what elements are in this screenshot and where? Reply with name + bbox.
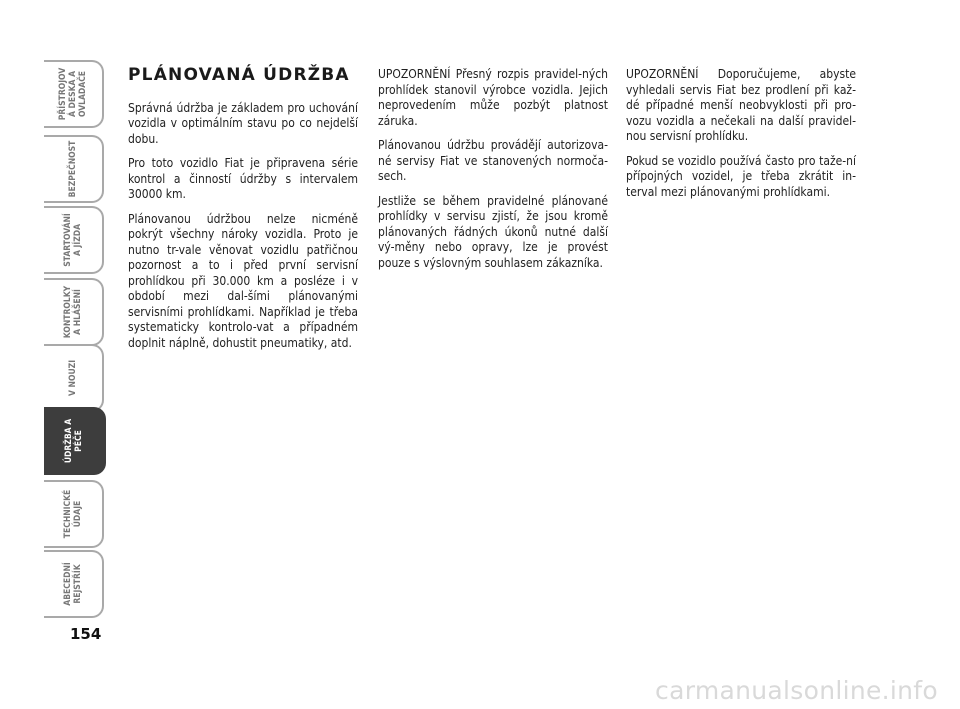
column-1	[128, 67, 358, 360]
tab-label: ABECEDNÍ REJSTŘÍK	[63, 562, 83, 606]
tab-v-nouzi[interactable]	[44, 344, 104, 412]
paragraph: Pokud se vozidlo používá často pro taže-ní přípojných vozidel, je třeba zkrátit in-terval mezi plánovanými prohlídkami.	[626, 153, 856, 199]
page-title: PLÁNOVANÁ ÚDRŽBA	[128, 65, 350, 85]
tab-label: STARTOVÁNÍ A JÍZDA	[63, 213, 83, 267]
warning-paragraph: UPOZORNĚNÍ Přesný rozpis pravidel-ných prohlídek stanovil výrobce vozidla. Jejich neprovedením může pozbýt platnost záruka.	[378, 67, 608, 128]
tab-label: PŘÍSTROJOV Á DESKA A OVLADAČE	[58, 67, 88, 121]
tab-label: V NOUZI	[68, 359, 78, 397]
paragraph: Plánovanou údržbou nelze nicméně pokrýt všechny nároky vozidla. Proto je nutno tr-vale věnovat vozidlu patřičnou pozornost a to i před první servisní prohlídkou při 30.000 km a posléze i v období mezi dal-šími plánovanými servisními prohlídkami. Například je třeba systematicky kontrolo-vat a případném doplnit náplně, dohustit pneumatiky, atd.	[128, 211, 358, 350]
chapter-tabs	[44, 60, 106, 618]
paragraph: Pro toto vozidlo Fiat je připravena série kontrol a činností údržby s intervalem 30000 km.	[128, 156, 358, 201]
column-3	[626, 67, 856, 209]
tab-abecedni-rejstrik[interactable]	[44, 550, 104, 618]
column-2	[378, 67, 608, 280]
tab-label: KONTROLKY A HLÁŠENÍ	[63, 285, 83, 339]
tab-label: BEZPEČNOST	[68, 140, 78, 198]
watermark: carmanualsonline.info	[655, 676, 938, 705]
paragraph: Jestliže se během pravidelné plánované prohlídky v servisu zjistí, že jsou kromě plánovaných řádných úkonů nutné další vý-měny nebo opravy, lze je provést pouze s výslovným souhlasem zákazníka.	[378, 193, 608, 270]
tab-technicke-udaje[interactable]	[44, 480, 104, 548]
page-number: 154	[70, 625, 102, 643]
paragraph: Správná údržba je základem pro uchování vozidla v optimálním stavu po co nejdelší dobu.	[128, 100, 358, 146]
tab-bezpecnost[interactable]	[44, 135, 104, 203]
tab-label: TECHNICKÉ ÚDAJE	[63, 489, 83, 539]
tab-udrzba-active[interactable]	[44, 407, 106, 475]
tab-kontrolky[interactable]	[44, 278, 104, 346]
tab-label: ÚDRŽBA A PÉČE	[64, 418, 84, 464]
tab-pristrojova-deska[interactable]	[44, 60, 104, 128]
paragraph: Plánovanou údržbu provádějí autorizova-né servisy Fiat ve stanovených normoča-sech.	[378, 138, 608, 183]
tab-startovani[interactable]	[44, 206, 104, 274]
warning-paragraph: UPOZORNĚNÍ Doporučujeme, abyste vyhledali servis Fiat bez prodlení při kaž-dé případné menší neobvyklosti při pro-vozu vozidla a nečekali na další pravidel-nou servisní prohlídku.	[626, 67, 856, 143]
